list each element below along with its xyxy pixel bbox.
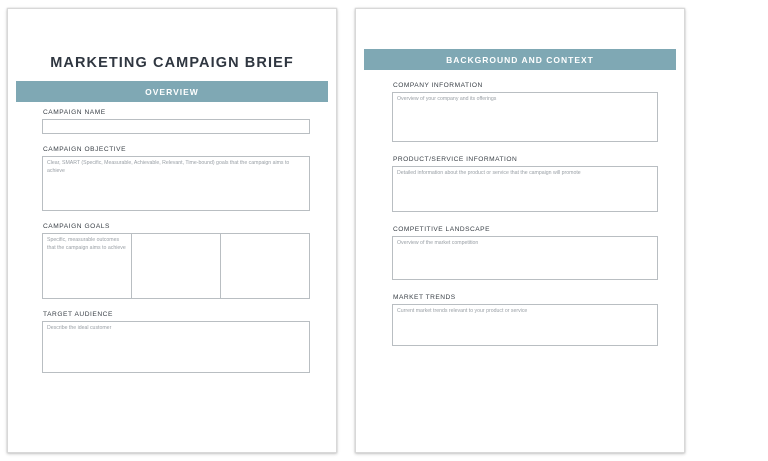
field-label-company-information: COMPANY INFORMATION [393,82,483,89]
field-company-information [392,82,658,142]
field-market-trends [392,294,658,346]
page-1-fields [42,109,310,385]
campaign-objective-textarea[interactable] [42,156,310,211]
market-trends-textarea[interactable] [392,304,658,346]
campaign-goals-cell-1-placeholder: Specific, measurable outcomes that the campaign aims to achieve [47,237,126,251]
campaign-objective-placeholder: Clear, SMART (Specific, Measurable, Achievable, Relevant, Time-bound) goals that the campaign aims to achieve [47,160,290,174]
page-title: MARKETING CAMPAIGN BRIEF [50,55,294,71]
campaign-goals-cell-3[interactable] [221,234,309,298]
competitive-landscape-placeholder: Overview of the market competition [397,240,479,246]
field-competitive-landscape [392,226,658,280]
field-label-target-audience: TARGET AUDIENCE [43,311,113,318]
field-target-audience [42,311,310,373]
field-campaign-name [42,109,310,134]
page-1-content [8,9,336,452]
field-product-service-information [392,156,658,212]
product-service-information-textarea[interactable] [392,166,658,212]
field-label-competitive-landscape: COMPETITIVE LANDSCAPE [393,226,490,233]
market-trends-placeholder: Current market trends relevant to your product or service [397,308,528,314]
section-band-overview: OVERVIEW [16,81,328,102]
field-campaign-objective [42,146,310,211]
page-2-fields [392,82,658,360]
document-page-2 [355,8,685,453]
company-information-placeholder: Overview of your company and its offerings [397,96,497,102]
field-campaign-goals [42,223,310,299]
company-information-textarea[interactable] [392,92,658,142]
section-band-background: BACKGROUND AND CONTEXT [364,49,676,70]
field-label-campaign-goals: CAMPAIGN GOALS [43,223,110,230]
field-label-campaign-name: CAMPAIGN NAME [43,109,106,116]
competitive-landscape-textarea[interactable] [392,236,658,280]
field-label-market-trends: MARKET TRENDS [393,294,456,301]
field-label-product-service-information: PRODUCT/SERVICE INFORMATION [393,156,518,163]
document-page-1 [7,8,337,453]
campaign-goals-table [42,233,310,299]
campaign-name-input[interactable] [42,119,310,134]
target-audience-textarea[interactable] [42,321,310,373]
campaign-goals-cell-2[interactable] [132,234,221,298]
campaign-goals-cell-1[interactable] [43,234,132,298]
page-2-content [356,9,684,452]
target-audience-placeholder: Describe the ideal customer [47,325,112,331]
product-service-information-placeholder: Detailed information about the product or service that the campaign will promote [397,170,581,176]
field-label-campaign-objective: CAMPAIGN OBJECTIVE [43,146,127,153]
